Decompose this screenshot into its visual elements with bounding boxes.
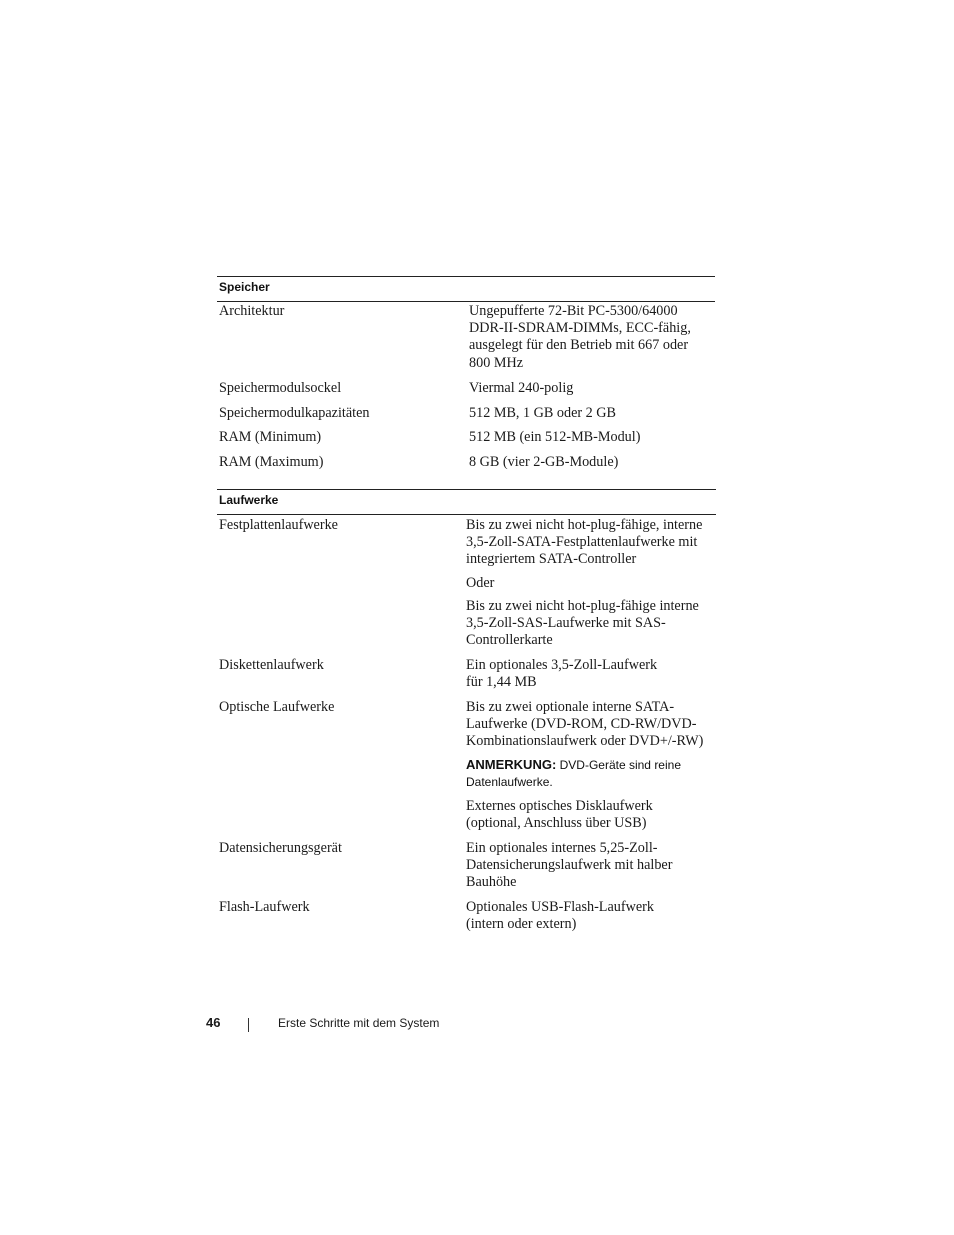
value-speichermodulsockel: Viermal 240-polig bbox=[469, 380, 574, 396]
value-festplatten-oder: Oder bbox=[466, 575, 495, 591]
footer-title: Erste Schritte mit dem System bbox=[278, 1016, 440, 1030]
value-diskettenlaufwerk bbox=[466, 657, 716, 691]
value-line: Bauhöhe bbox=[466, 874, 517, 891]
value-speichermodulkapazitaeten: 512 MB, 1 GB oder 2 GB bbox=[469, 405, 617, 421]
value-festplattenlaufwerke bbox=[466, 517, 716, 569]
label-speichermodulsockel: Speichermodulsockel bbox=[219, 380, 342, 396]
note-anmerkung bbox=[466, 756, 716, 791]
value-line: Bis zu zwei nicht hot-plug-fähige, interne bbox=[466, 517, 703, 533]
label-diskettenlaufwerk: Diskettenlaufwerk bbox=[219, 657, 324, 673]
value-festplattenlaufwerke-sas bbox=[466, 598, 716, 650]
note-line bbox=[466, 756, 716, 774]
page-number: 46 bbox=[206, 1015, 221, 1030]
label-flash-laufwerk: Flash-Laufwerk bbox=[219, 899, 310, 915]
value-datensicherungsgeraet bbox=[466, 840, 716, 892]
label-datensicherungsgeraet: Datensicherungsgerät bbox=[219, 840, 342, 856]
value-line: Ein optionales internes 5,25-Zoll- bbox=[466, 840, 658, 856]
label-speichermodulkapazitaeten: Speichermodulkapazitäten bbox=[219, 405, 370, 421]
value-ram-maximum: 8 GB (vier 2-GB-Module) bbox=[469, 454, 619, 470]
label-ram-maximum: RAM (Maximum) bbox=[219, 454, 324, 470]
value-line: 800 MHz bbox=[469, 354, 523, 371]
note-label: ANMERKUNG: bbox=[466, 757, 557, 772]
footer-separator bbox=[248, 1018, 249, 1032]
value-line: (optional, Anschluss über USB) bbox=[466, 815, 647, 832]
section-title-speicher: Speicher bbox=[219, 280, 270, 294]
value-line: integriertem SATA-Controller bbox=[466, 551, 637, 568]
value-line: Datensicherungslaufwerk mit halber bbox=[466, 857, 673, 874]
value-line: Bis zu zwei nicht hot-plug-fähige interne bbox=[466, 598, 699, 614]
value-line: Bis zu zwei optionale interne SATA- bbox=[466, 699, 675, 715]
value-flash-laufwerk bbox=[466, 899, 716, 933]
note-text: DVD-Geräte sind reine bbox=[556, 758, 681, 772]
value-line: Controllerkarte bbox=[466, 632, 553, 649]
value-line: Externes optisches Disklaufwerk bbox=[466, 798, 653, 814]
label-ram-minimum: RAM (Minimum) bbox=[219, 429, 322, 445]
value-line: 3,5-Zoll-SAS-Laufwerke mit SAS- bbox=[466, 615, 666, 632]
section-title-laufwerke: Laufwerke bbox=[219, 493, 279, 507]
label-architektur: Architektur bbox=[219, 303, 285, 319]
value-line: DDR-II-SDRAM-DIMMs, ECC-fähig, bbox=[469, 320, 691, 337]
value-optische-laufwerke-extern bbox=[466, 798, 716, 832]
value-line: ausgelegt für den Betrieb mit 667 oder bbox=[469, 337, 689, 354]
value-line: für 1,44 MB bbox=[466, 674, 537, 691]
note-text-continued: Datenlaufwerke. bbox=[466, 775, 553, 789]
section-header-speicher bbox=[217, 276, 715, 302]
value-line: Laufwerke (DVD-ROM, CD-RW/DVD- bbox=[466, 716, 697, 733]
value-line: Ein optionales 3,5-Zoll-Laufwerk bbox=[466, 657, 658, 673]
value-line: (intern oder extern) bbox=[466, 916, 577, 933]
value-line: 3,5-Zoll-SATA-Festplattenlaufwerke mit bbox=[466, 534, 698, 551]
section-header-laufwerke bbox=[217, 489, 716, 515]
value-optische-laufwerke bbox=[466, 699, 716, 751]
value-line: Ungepufferte 72-Bit PC-5300/64000 bbox=[469, 303, 678, 319]
label-optische-laufwerke: Optische Laufwerke bbox=[219, 699, 335, 715]
value-line: Kombinationslaufwerk oder DVD+/-RW) bbox=[466, 733, 704, 750]
label-festplattenlaufwerke: Festplattenlaufwerke bbox=[219, 517, 338, 533]
value-ram-minimum: 512 MB (ein 512-MB-Modul) bbox=[469, 429, 641, 445]
value-line: Optionales USB-Flash-Laufwerk bbox=[466, 899, 654, 915]
value-architektur bbox=[469, 303, 715, 372]
